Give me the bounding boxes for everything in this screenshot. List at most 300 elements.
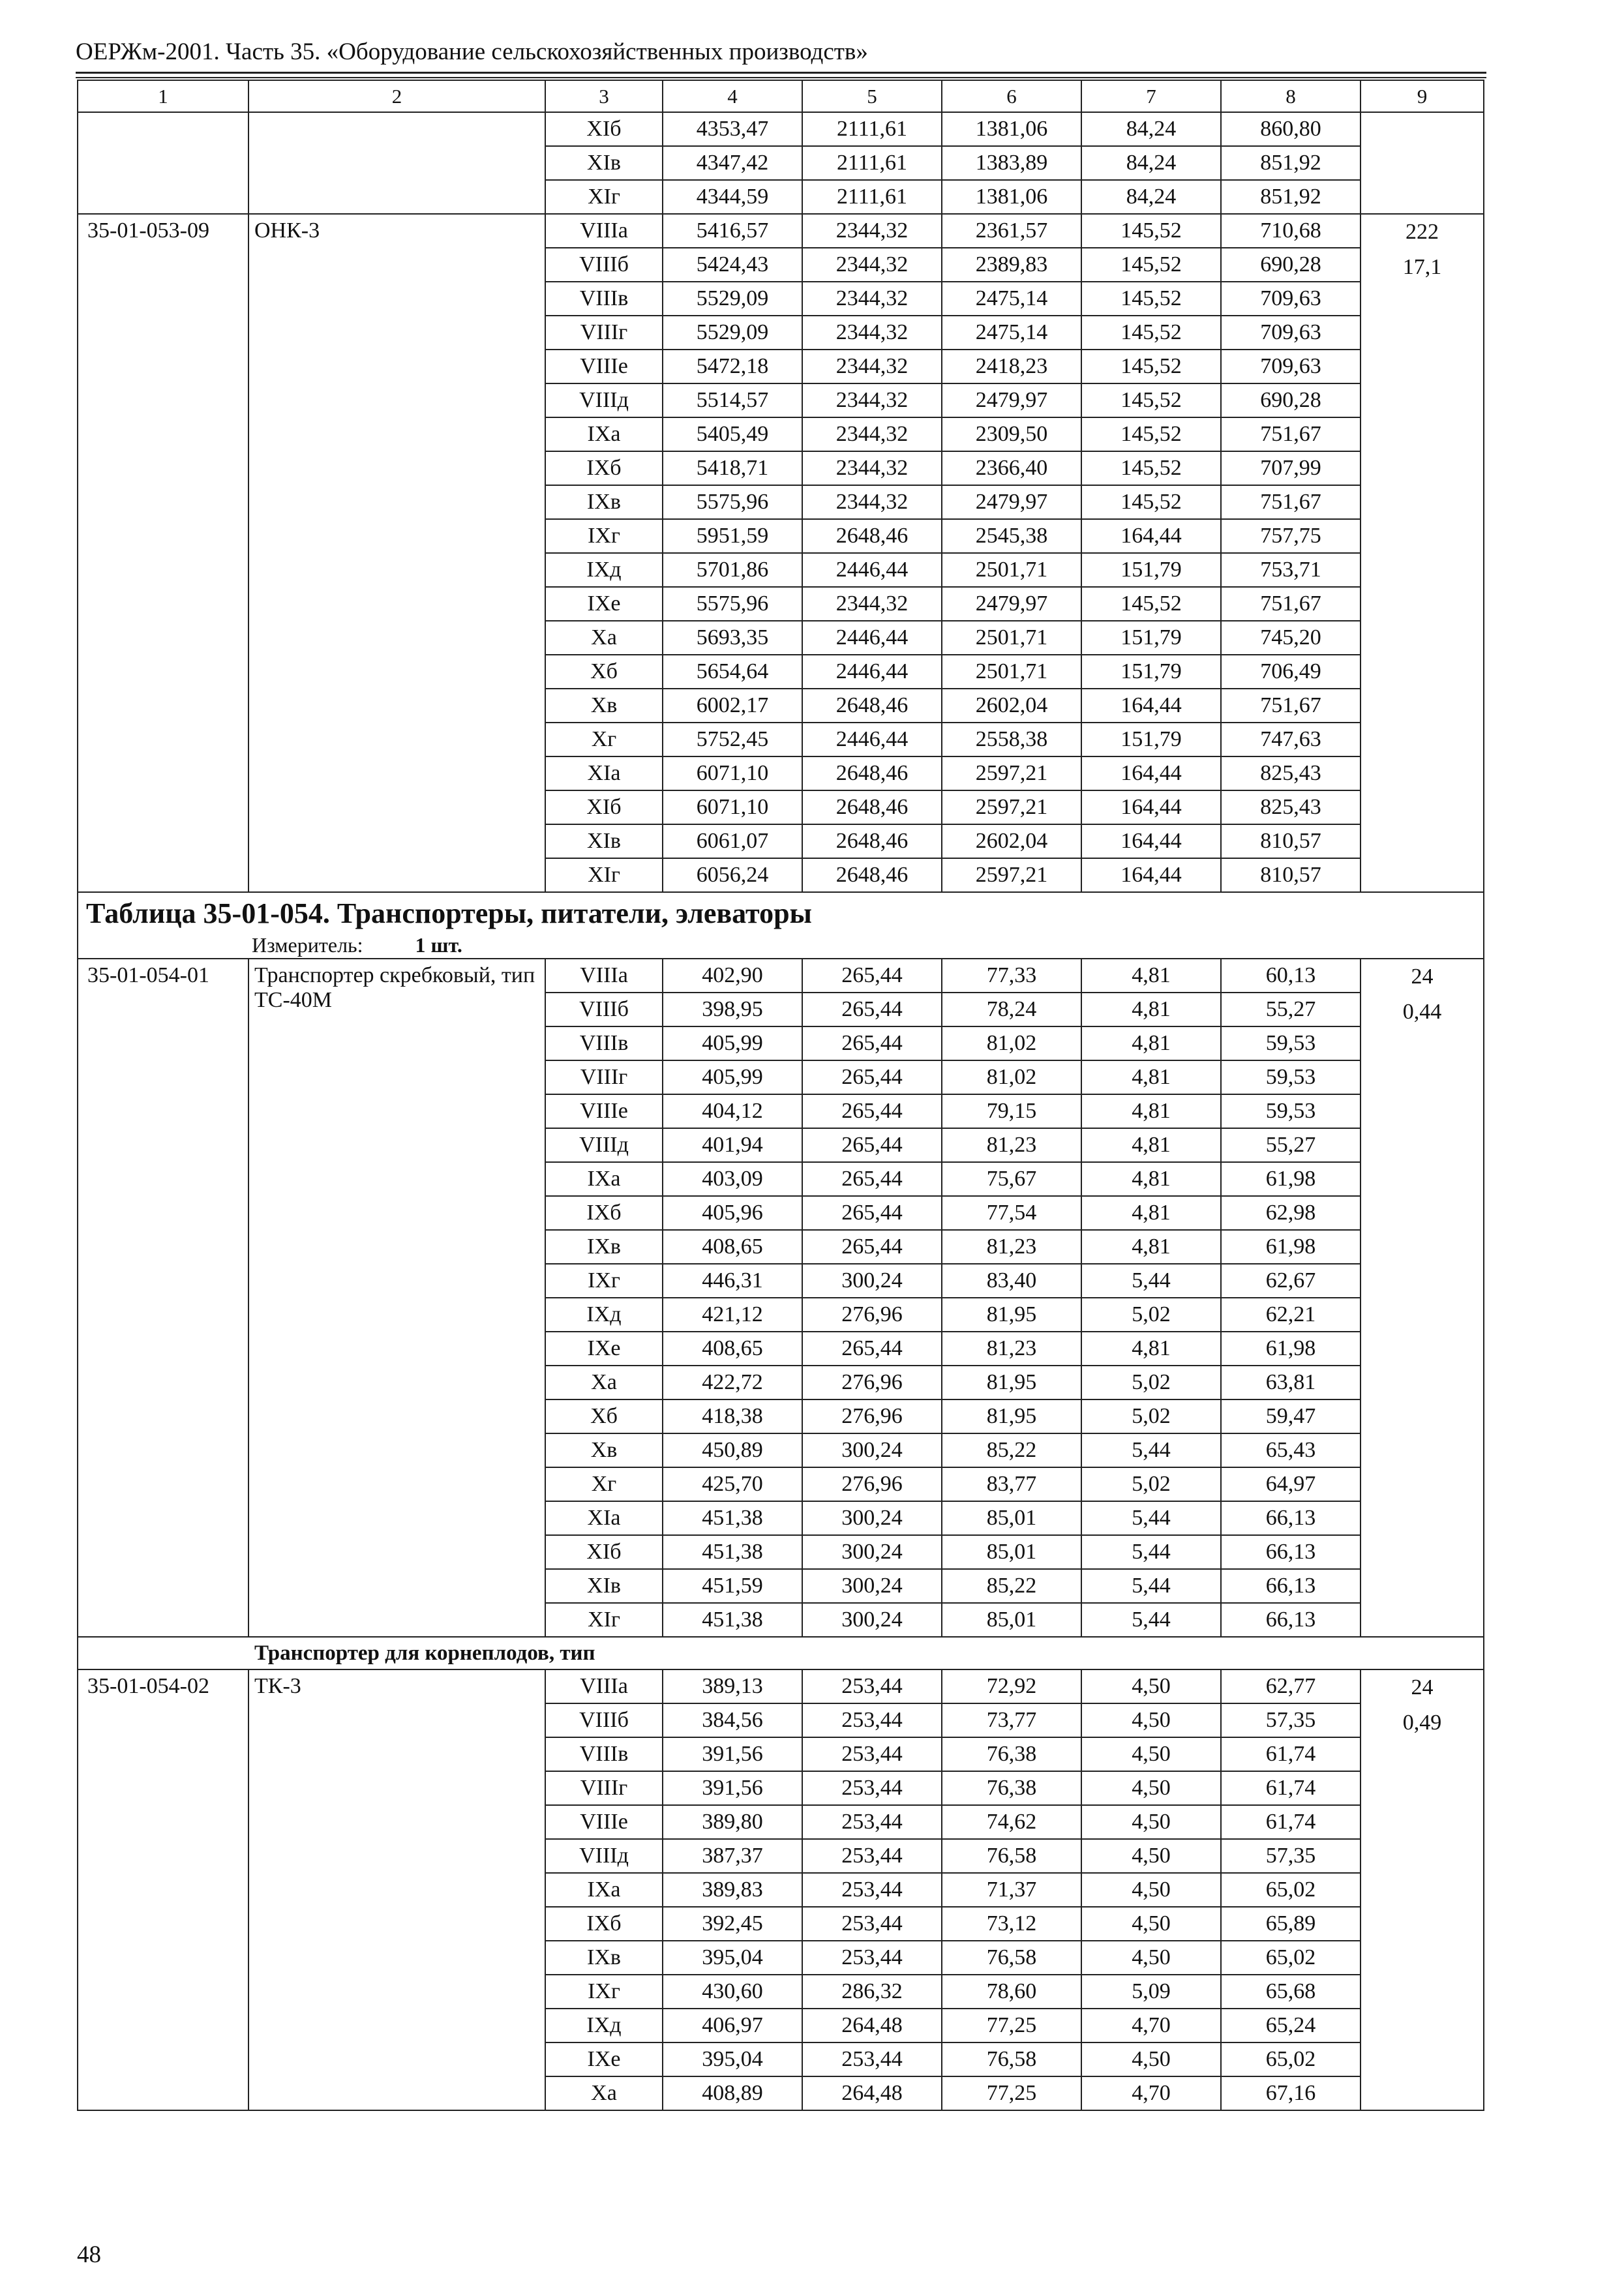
value-cell: 77,25 bbox=[942, 2009, 1081, 2042]
zone-cell: VIIIе bbox=[545, 1805, 663, 1839]
value-cell: 4347,42 bbox=[663, 146, 802, 180]
value-cell: 164,44 bbox=[1081, 519, 1221, 553]
value-cell: 825,43 bbox=[1221, 756, 1361, 790]
value-cell: 389,83 bbox=[663, 1873, 802, 1907]
value-cell: 4,81 bbox=[1081, 1196, 1221, 1230]
value-cell: 65,89 bbox=[1221, 1907, 1361, 1941]
value-cell: 300,24 bbox=[802, 1569, 942, 1603]
value-cell: 66,13 bbox=[1221, 1603, 1361, 1637]
value-cell: 59,53 bbox=[1221, 1060, 1361, 1094]
value-cell: 5416,57 bbox=[663, 214, 802, 248]
item-name: Транспортер скребковый, тип ТС-40М bbox=[248, 959, 545, 1637]
value-cell: 709,63 bbox=[1221, 282, 1361, 316]
value-cell: 4,81 bbox=[1081, 1094, 1221, 1128]
value-cell: 265,44 bbox=[802, 959, 942, 993]
value-cell: 4,81 bbox=[1081, 1332, 1221, 1366]
value-cell: 265,44 bbox=[802, 1094, 942, 1128]
value-cell: 2344,32 bbox=[802, 282, 942, 316]
value-cell: 253,44 bbox=[802, 1941, 942, 1975]
zone-cell: Xб bbox=[545, 655, 663, 689]
zone-cell: Xг bbox=[545, 1467, 663, 1501]
zone-cell: IXа bbox=[545, 1873, 663, 1907]
header-rule bbox=[76, 72, 1486, 74]
value-cell: 2446,44 bbox=[802, 553, 942, 587]
value-cell: 66,13 bbox=[1221, 1535, 1361, 1569]
value-cell: 145,52 bbox=[1081, 587, 1221, 621]
value-cell: 2446,44 bbox=[802, 621, 942, 655]
value-cell: 62,98 bbox=[1221, 1196, 1361, 1230]
value-cell: 4344,59 bbox=[663, 180, 802, 214]
value-cell: 2344,32 bbox=[802, 485, 942, 519]
value-cell: 2344,32 bbox=[802, 383, 942, 417]
value-cell: 81,95 bbox=[942, 1298, 1081, 1332]
value-cell: 5951,59 bbox=[663, 519, 802, 553]
value-cell: 405,99 bbox=[663, 1026, 802, 1060]
value-cell: 4,70 bbox=[1081, 2009, 1221, 2042]
page-number: 48 bbox=[77, 2241, 101, 2268]
table-caption-row bbox=[78, 892, 1484, 959]
value-cell: 5575,96 bbox=[663, 485, 802, 519]
price-table bbox=[77, 80, 1484, 2111]
value-cell: 403,09 bbox=[663, 1162, 802, 1196]
value-cell: 2344,32 bbox=[802, 417, 942, 451]
column-number: 8 bbox=[1221, 80, 1361, 112]
value-cell: 406,97 bbox=[663, 2009, 802, 2042]
value-cell: 164,44 bbox=[1081, 790, 1221, 824]
value-cell: 85,22 bbox=[942, 1569, 1081, 1603]
value-cell: 83,77 bbox=[942, 1467, 1081, 1501]
extra-values bbox=[1361, 1669, 1484, 2110]
value-cell: 65,02 bbox=[1221, 1873, 1361, 1907]
value-cell: 65,24 bbox=[1221, 2009, 1361, 2042]
value-cell: 6056,24 bbox=[663, 858, 802, 892]
value-cell: 751,67 bbox=[1221, 689, 1361, 723]
value-cell: 265,44 bbox=[802, 1162, 942, 1196]
zone-cell: IXг bbox=[545, 1264, 663, 1298]
value-cell: 265,44 bbox=[802, 1332, 942, 1366]
value-cell: 5,02 bbox=[1081, 1298, 1221, 1332]
zone-cell: XIг bbox=[545, 858, 663, 892]
column-number: 7 bbox=[1081, 80, 1221, 112]
zone-cell: Xа bbox=[545, 1366, 663, 1399]
value-cell: 5,02 bbox=[1081, 1467, 1221, 1501]
extra-values bbox=[1361, 959, 1484, 1637]
value-cell: 401,94 bbox=[663, 1128, 802, 1162]
value-cell: 145,52 bbox=[1081, 350, 1221, 383]
value-cell: 59,53 bbox=[1221, 1026, 1361, 1060]
zone-cell: IXе bbox=[545, 1332, 663, 1366]
value-cell: 84,24 bbox=[1081, 180, 1221, 214]
item-name: ТК-3 bbox=[248, 1669, 545, 2110]
extra-values bbox=[1361, 112, 1484, 214]
value-cell: 4,50 bbox=[1081, 1771, 1221, 1805]
value-cell: 81,23 bbox=[942, 1128, 1081, 1162]
zone-cell: VIIIд bbox=[545, 1128, 663, 1162]
value-cell: 6061,07 bbox=[663, 824, 802, 858]
value-cell: 76,38 bbox=[942, 1771, 1081, 1805]
value-cell: 391,56 bbox=[663, 1737, 802, 1771]
value-cell: 61,98 bbox=[1221, 1162, 1361, 1196]
zone-cell: IXд bbox=[545, 2009, 663, 2042]
value-cell: 84,24 bbox=[1081, 112, 1221, 146]
value-cell: 265,44 bbox=[802, 1060, 942, 1094]
value-cell: 2475,14 bbox=[942, 282, 1081, 316]
value-cell: 2597,21 bbox=[942, 790, 1081, 824]
value-cell: 422,72 bbox=[663, 1366, 802, 1399]
value-cell: 276,96 bbox=[802, 1467, 942, 1501]
value-cell: 265,44 bbox=[802, 1026, 942, 1060]
value-cell: 2111,61 bbox=[802, 180, 942, 214]
zone-cell: VIIIд bbox=[545, 1839, 663, 1873]
table-title: Таблица 35-01-054. Транспортеры, питатели, элеваторы bbox=[86, 897, 812, 929]
value-cell: 265,44 bbox=[802, 1196, 942, 1230]
value-cell: 145,52 bbox=[1081, 417, 1221, 451]
value-cell: 81,95 bbox=[942, 1366, 1081, 1399]
value-cell: 395,04 bbox=[663, 2042, 802, 2076]
zone-cell: IXе bbox=[545, 2042, 663, 2076]
value-cell: 145,52 bbox=[1081, 214, 1221, 248]
extra-value: 222 bbox=[1406, 220, 1439, 244]
value-cell: 5,44 bbox=[1081, 1433, 1221, 1467]
value-cell: 2501,71 bbox=[942, 553, 1081, 587]
value-cell: 2309,50 bbox=[942, 417, 1081, 451]
value-cell: 4,70 bbox=[1081, 2076, 1221, 2110]
value-cell: 2361,57 bbox=[942, 214, 1081, 248]
value-cell: 6002,17 bbox=[663, 689, 802, 723]
zone-cell: IXа bbox=[545, 1162, 663, 1196]
value-cell: 5693,35 bbox=[663, 621, 802, 655]
value-cell: 61,74 bbox=[1221, 1737, 1361, 1771]
value-cell: 751,67 bbox=[1221, 587, 1361, 621]
zone-cell: VIIIе bbox=[545, 350, 663, 383]
value-cell: 76,58 bbox=[942, 2042, 1081, 2076]
value-cell: 265,44 bbox=[802, 1128, 942, 1162]
value-cell: 67,16 bbox=[1221, 2076, 1361, 2110]
value-cell: 5701,86 bbox=[663, 553, 802, 587]
value-cell: 62,67 bbox=[1221, 1264, 1361, 1298]
value-cell: 63,81 bbox=[1221, 1366, 1361, 1399]
zone-cell: VIIIв bbox=[545, 1026, 663, 1060]
value-cell: 66,13 bbox=[1221, 1501, 1361, 1535]
value-cell: 2344,32 bbox=[802, 316, 942, 350]
value-cell: 5,44 bbox=[1081, 1603, 1221, 1637]
extra-value: 0,49 bbox=[1402, 1711, 1442, 1735]
value-cell: 2446,44 bbox=[802, 655, 942, 689]
value-cell: 408,65 bbox=[663, 1332, 802, 1366]
value-cell: 74,62 bbox=[942, 1805, 1081, 1839]
value-cell: 60,13 bbox=[1221, 959, 1361, 993]
table-row bbox=[78, 214, 1484, 248]
unit-line bbox=[86, 932, 1478, 958]
value-cell: 825,43 bbox=[1221, 790, 1361, 824]
value-cell: 164,44 bbox=[1081, 756, 1221, 790]
value-cell: 77,25 bbox=[942, 2076, 1081, 2110]
value-cell: 61,74 bbox=[1221, 1771, 1361, 1805]
value-cell: 402,90 bbox=[663, 959, 802, 993]
value-cell: 264,48 bbox=[802, 2076, 942, 2110]
value-cell: 751,67 bbox=[1221, 485, 1361, 519]
zone-cell: IXе bbox=[545, 587, 663, 621]
value-cell: 73,12 bbox=[942, 1907, 1081, 1941]
value-cell: 5,44 bbox=[1081, 1535, 1221, 1569]
value-cell: 2648,46 bbox=[802, 790, 942, 824]
value-cell: 151,79 bbox=[1081, 553, 1221, 587]
item-code: 35-01-054-01 bbox=[78, 959, 248, 1637]
value-cell: 2558,38 bbox=[942, 723, 1081, 756]
value-cell: 5472,18 bbox=[663, 350, 802, 383]
value-cell: 71,37 bbox=[942, 1873, 1081, 1907]
value-cell: 2479,97 bbox=[942, 485, 1081, 519]
zone-cell: VIIIа bbox=[545, 959, 663, 993]
value-cell: 61,74 bbox=[1221, 1805, 1361, 1839]
value-cell: 253,44 bbox=[802, 1703, 942, 1737]
zone-cell: VIIIб bbox=[545, 248, 663, 282]
value-cell: 4,50 bbox=[1081, 1839, 1221, 1873]
value-cell: 2501,71 bbox=[942, 621, 1081, 655]
value-cell: 4,50 bbox=[1081, 1703, 1221, 1737]
table-row bbox=[78, 959, 1484, 993]
value-cell: 2597,21 bbox=[942, 858, 1081, 892]
value-cell: 62,21 bbox=[1221, 1298, 1361, 1332]
value-cell: 5529,09 bbox=[663, 316, 802, 350]
column-number: 2 bbox=[248, 80, 545, 112]
value-cell: 145,52 bbox=[1081, 316, 1221, 350]
zone-cell: IXв bbox=[545, 1230, 663, 1264]
zone-cell: IXа bbox=[545, 417, 663, 451]
value-cell: 2479,97 bbox=[942, 587, 1081, 621]
value-cell: 2344,32 bbox=[802, 248, 942, 282]
value-cell: 451,38 bbox=[663, 1535, 802, 1569]
value-cell: 145,52 bbox=[1081, 248, 1221, 282]
value-cell: 709,63 bbox=[1221, 316, 1361, 350]
value-cell: 61,98 bbox=[1221, 1332, 1361, 1366]
value-cell: 276,96 bbox=[802, 1366, 942, 1399]
value-cell: 2475,14 bbox=[942, 316, 1081, 350]
value-cell: 77,54 bbox=[942, 1196, 1081, 1230]
value-cell: 85,22 bbox=[942, 1433, 1081, 1467]
value-cell: 690,28 bbox=[1221, 248, 1361, 282]
zone-cell: XIв bbox=[545, 824, 663, 858]
value-cell: 1381,06 bbox=[942, 180, 1081, 214]
subheader-row bbox=[78, 1637, 1484, 1669]
value-cell: 2545,38 bbox=[942, 519, 1081, 553]
value-cell: 83,40 bbox=[942, 1264, 1081, 1298]
value-cell: 4353,47 bbox=[663, 112, 802, 146]
value-cell: 76,58 bbox=[942, 1941, 1081, 1975]
extra-value: 0,44 bbox=[1402, 1000, 1442, 1024]
zone-cell: IXб bbox=[545, 451, 663, 485]
table-caption bbox=[78, 892, 1484, 959]
zone-cell: VIIIг bbox=[545, 316, 663, 350]
zone-cell: VIIIа bbox=[545, 214, 663, 248]
value-cell: 4,81 bbox=[1081, 1162, 1221, 1196]
value-cell: 4,50 bbox=[1081, 1941, 1221, 1975]
value-cell: 389,80 bbox=[663, 1805, 802, 1839]
zone-cell: VIIIв bbox=[545, 1737, 663, 1771]
column-number-row bbox=[78, 80, 1484, 112]
value-cell: 151,79 bbox=[1081, 655, 1221, 689]
value-cell: 253,44 bbox=[802, 1805, 942, 1839]
zone-cell: XIг bbox=[545, 180, 663, 214]
value-cell: 300,24 bbox=[802, 1433, 942, 1467]
unit-value: 1 шт. bbox=[415, 933, 462, 957]
value-cell: 5575,96 bbox=[663, 587, 802, 621]
zone-cell: IXг bbox=[545, 1975, 663, 2009]
value-cell: 85,01 bbox=[942, 1501, 1081, 1535]
value-cell: 2344,32 bbox=[802, 214, 942, 248]
value-cell: 751,67 bbox=[1221, 417, 1361, 451]
value-cell: 59,47 bbox=[1221, 1399, 1361, 1433]
value-cell: 757,75 bbox=[1221, 519, 1361, 553]
value-cell: 2344,32 bbox=[802, 451, 942, 485]
value-cell: 2418,23 bbox=[942, 350, 1081, 383]
value-cell: 253,44 bbox=[802, 1771, 942, 1805]
value-cell: 391,56 bbox=[663, 1771, 802, 1805]
value-cell: 430,60 bbox=[663, 1975, 802, 2009]
value-cell: 5,44 bbox=[1081, 1569, 1221, 1603]
zone-cell: XIв bbox=[545, 146, 663, 180]
value-cell: 2446,44 bbox=[802, 723, 942, 756]
zone-cell: IXг bbox=[545, 519, 663, 553]
value-cell: 6071,10 bbox=[663, 756, 802, 790]
value-cell: 2648,46 bbox=[802, 689, 942, 723]
value-cell: 145,52 bbox=[1081, 451, 1221, 485]
value-cell: 253,44 bbox=[802, 2042, 942, 2076]
value-cell: 1381,06 bbox=[942, 112, 1081, 146]
value-cell: 253,44 bbox=[802, 1873, 942, 1907]
column-number: 1 bbox=[78, 80, 248, 112]
value-cell: 145,52 bbox=[1081, 383, 1221, 417]
value-cell: 57,35 bbox=[1221, 1703, 1361, 1737]
value-cell: 265,44 bbox=[802, 1230, 942, 1264]
column-number: 3 bbox=[545, 80, 663, 112]
value-cell: 408,89 bbox=[663, 2076, 802, 2110]
zone-cell: VIIIг bbox=[545, 1060, 663, 1094]
value-cell: 690,28 bbox=[1221, 383, 1361, 417]
value-cell: 851,92 bbox=[1221, 146, 1361, 180]
zone-cell: Xв bbox=[545, 1433, 663, 1467]
zone-cell: XIб bbox=[545, 112, 663, 146]
value-cell: 81,02 bbox=[942, 1060, 1081, 1094]
item-code bbox=[78, 112, 248, 214]
value-cell: 164,44 bbox=[1081, 689, 1221, 723]
value-cell: 404,12 bbox=[663, 1094, 802, 1128]
value-cell: 747,63 bbox=[1221, 723, 1361, 756]
zone-cell: XIв bbox=[545, 1569, 663, 1603]
column-number: 4 bbox=[663, 80, 802, 112]
zone-cell: XIг bbox=[545, 1603, 663, 1637]
value-cell: 164,44 bbox=[1081, 858, 1221, 892]
zone-cell: VIIIе bbox=[545, 1094, 663, 1128]
value-cell: 79,15 bbox=[942, 1094, 1081, 1128]
value-cell: 2389,83 bbox=[942, 248, 1081, 282]
value-cell: 85,01 bbox=[942, 1535, 1081, 1569]
value-cell: 2597,21 bbox=[942, 756, 1081, 790]
zone-cell: IXб bbox=[545, 1196, 663, 1230]
value-cell: 276,96 bbox=[802, 1298, 942, 1332]
value-cell: 55,27 bbox=[1221, 993, 1361, 1026]
value-cell: 2602,04 bbox=[942, 689, 1081, 723]
value-cell: 81,23 bbox=[942, 1332, 1081, 1366]
extra-value: 24 bbox=[1411, 965, 1434, 989]
value-cell: 145,52 bbox=[1081, 282, 1221, 316]
item-name: ОНК-3 bbox=[248, 214, 545, 892]
value-cell: 418,38 bbox=[663, 1399, 802, 1433]
extra-values bbox=[1361, 214, 1484, 892]
value-cell: 5,02 bbox=[1081, 1399, 1221, 1433]
value-cell: 387,37 bbox=[663, 1839, 802, 1873]
value-cell: 2366,40 bbox=[942, 451, 1081, 485]
value-cell: 4,81 bbox=[1081, 1230, 1221, 1264]
value-cell: 425,70 bbox=[663, 1467, 802, 1501]
value-cell: 65,02 bbox=[1221, 1941, 1361, 1975]
zone-cell: IXд bbox=[545, 553, 663, 587]
value-cell: 810,57 bbox=[1221, 858, 1361, 892]
value-cell: 1383,89 bbox=[942, 146, 1081, 180]
value-cell: 398,95 bbox=[663, 993, 802, 1026]
header-rule-thin bbox=[76, 77, 1486, 78]
zone-cell: VIIIа bbox=[545, 1669, 663, 1703]
value-cell: 5418,71 bbox=[663, 451, 802, 485]
value-cell: 860,80 bbox=[1221, 112, 1361, 146]
zone-cell: Xв bbox=[545, 689, 663, 723]
zone-cell: XIб bbox=[545, 1535, 663, 1569]
value-cell: 2602,04 bbox=[942, 824, 1081, 858]
value-cell: 4,81 bbox=[1081, 1026, 1221, 1060]
value-cell: 61,98 bbox=[1221, 1230, 1361, 1264]
value-cell: 72,92 bbox=[942, 1669, 1081, 1703]
value-cell: 5529,09 bbox=[663, 282, 802, 316]
value-cell: 85,01 bbox=[942, 1603, 1081, 1637]
value-cell: 5,09 bbox=[1081, 1975, 1221, 2009]
value-cell: 2344,32 bbox=[802, 587, 942, 621]
zone-cell: IXв bbox=[545, 1941, 663, 1975]
value-cell: 4,81 bbox=[1081, 993, 1221, 1026]
value-cell: 2501,71 bbox=[942, 655, 1081, 689]
extra-value: 24 bbox=[1411, 1675, 1434, 1699]
value-cell: 300,24 bbox=[802, 1535, 942, 1569]
value-cell: 2111,61 bbox=[802, 112, 942, 146]
value-cell: 76,38 bbox=[942, 1737, 1081, 1771]
value-cell: 709,63 bbox=[1221, 350, 1361, 383]
value-cell: 745,20 bbox=[1221, 621, 1361, 655]
value-cell: 851,92 bbox=[1221, 180, 1361, 214]
value-cell: 151,79 bbox=[1081, 621, 1221, 655]
value-cell: 4,81 bbox=[1081, 959, 1221, 993]
zone-cell: XIа bbox=[545, 1501, 663, 1535]
value-cell: 753,71 bbox=[1221, 553, 1361, 587]
value-cell: 300,24 bbox=[802, 1603, 942, 1637]
value-cell: 706,49 bbox=[1221, 655, 1361, 689]
value-cell: 78,24 bbox=[942, 993, 1081, 1026]
item-code: 35-01-054-02 bbox=[78, 1669, 248, 2110]
extra-value: 17,1 bbox=[1402, 255, 1442, 279]
zone-cell: XIб bbox=[545, 790, 663, 824]
value-cell: 2648,46 bbox=[802, 519, 942, 553]
value-cell: 253,44 bbox=[802, 1737, 942, 1771]
value-cell: 62,77 bbox=[1221, 1669, 1361, 1703]
subheader-text: Транспортер для корнеплодов, тип bbox=[78, 1637, 1484, 1669]
item-name bbox=[248, 112, 545, 214]
column-number: 5 bbox=[802, 80, 942, 112]
value-cell: 405,96 bbox=[663, 1196, 802, 1230]
value-cell: 4,50 bbox=[1081, 1669, 1221, 1703]
value-cell: 253,44 bbox=[802, 1839, 942, 1873]
value-cell: 6071,10 bbox=[663, 790, 802, 824]
value-cell: 286,32 bbox=[802, 1975, 942, 2009]
value-cell: 77,33 bbox=[942, 959, 1081, 993]
page-header-title: ОЕРЖм-2001. Часть 35. «Оборудование сельскохозяйственных производств» bbox=[76, 38, 868, 65]
